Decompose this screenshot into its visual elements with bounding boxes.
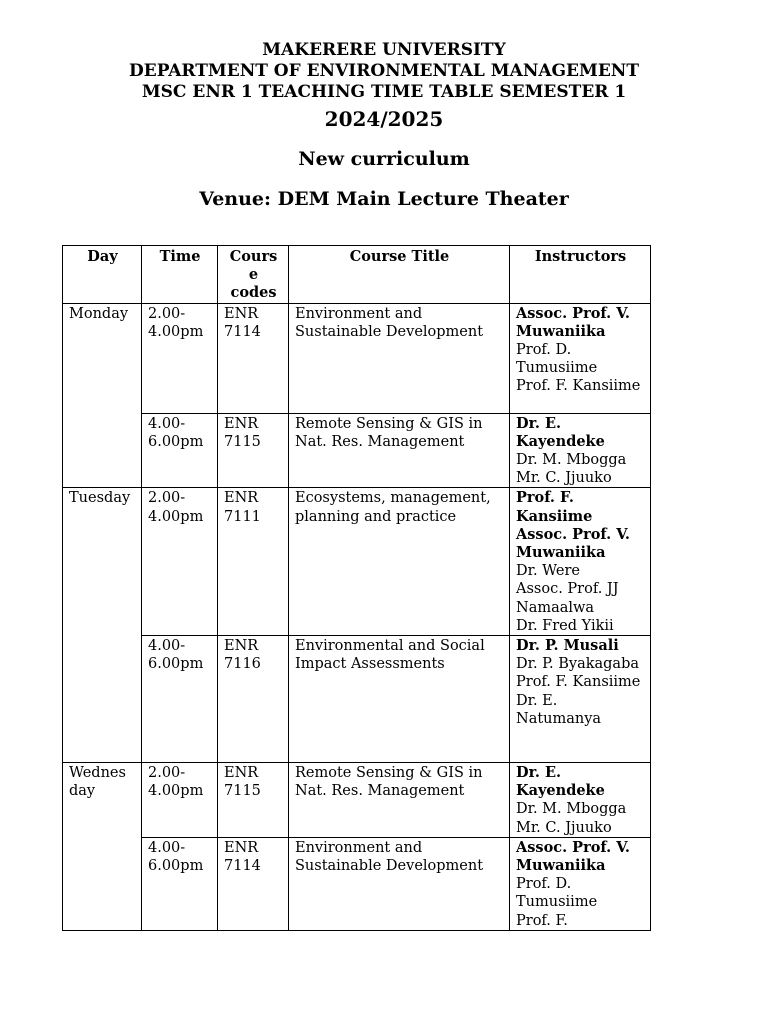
course-title-cell: Environment and Sustainable Development [289, 837, 510, 930]
instructor-name: Prof. D. Tumusiime [516, 876, 598, 911]
table-row [63, 413, 651, 488]
lead-instructor-name: Assoc. Prof. V. Muwaniika [516, 304, 630, 340]
department-name: DEPARTMENT OF ENVIRONMENTAL MANAGEMENT [129, 61, 639, 81]
instructor-name: Dr. Fred Yikii [516, 617, 614, 634]
day-cell: Tuesday [63, 488, 142, 763]
instructors-cell [510, 413, 651, 488]
document-header [0, 40, 768, 211]
instructors-cell [510, 488, 651, 636]
lead-instructor-name: Dr. E. Kayendeke [516, 414, 605, 450]
course-code-cell: ENR 7114 [218, 837, 289, 930]
instructor-name: Prof. F. [516, 912, 568, 929]
time-cell: 2.00-4.00pm [142, 763, 218, 838]
time-cell: 4.00-6.00pm [142, 413, 218, 488]
instructors-cell [510, 636, 651, 763]
course-code-cell: ENR 7111 [218, 488, 289, 636]
course-code-cell: ENR 7115 [218, 763, 289, 838]
timetable-title: MSC ENR 1 TEACHING TIME TABLE SEMESTER 1 [141, 82, 627, 102]
instructors-cell [510, 763, 651, 838]
instructor-name: Mr. C. Jjuuko [516, 819, 612, 836]
instructor-name: Dr. Were [516, 563, 580, 580]
venue-label: Venue: DEM Main Lecture Theater [199, 188, 569, 210]
instructor-name: Dr. E. Natumanya [516, 692, 602, 727]
table-row [63, 303, 651, 413]
academic-year: 2024/2025 [324, 107, 444, 131]
day-cell: Monday [63, 303, 142, 488]
instructors-cell [510, 303, 651, 413]
instructor-name: Prof. F. Kansiime [516, 378, 641, 395]
table-row [63, 488, 651, 636]
header-instructors: Instructors [510, 246, 651, 304]
header-course-title: Course Title [289, 246, 510, 304]
timetable-table [62, 245, 651, 931]
course-title-cell: Remote Sensing & GIS in Nat. Res. Management [289, 413, 510, 488]
table-row [63, 837, 651, 930]
lead-instructor-name: Assoc. Prof. V. Muwaniika [516, 838, 630, 875]
instructor-name: Prof. D. Tumusiime [516, 342, 598, 377]
course-title-cell: Environment and Sustainable Development [289, 303, 510, 413]
lead-instructor-name: Assoc. Prof. V. Muwaniika [516, 525, 630, 562]
course-code-cell: ENR 7115 [218, 413, 289, 488]
course-title-cell: Remote Sensing & GIS in Nat. Res. Management [289, 763, 510, 838]
lead-instructor-name: Dr. P. Musali [516, 637, 619, 655]
instructors-cell [510, 837, 651, 930]
header-course-codes: Cours e codes [218, 246, 289, 304]
instructor-name: Mr. C. Jjuuko [516, 470, 612, 487]
time-cell: 2.00-4.00pm [142, 488, 218, 636]
course-title-cell: Environmental and Social Impact Assessments [289, 636, 510, 763]
course-code-cell: ENR 7114 [218, 303, 289, 413]
lead-instructor-name: Dr. E. Kayendeke [516, 764, 605, 800]
header-time: Time [142, 246, 218, 304]
instructor-name: Dr. M. Mbogga [516, 452, 627, 469]
instructor-name: Assoc. Prof. JJ Namaalwa [516, 581, 619, 616]
table-row [63, 636, 651, 763]
day-cell: Wednes day [63, 763, 142, 931]
course-code-cell: ENR 7116 [218, 636, 289, 763]
course-title-cell: Ecosystems, management, planning and practice [289, 488, 510, 636]
header-day: Day [63, 246, 142, 304]
time-cell: 4.00-6.00pm [142, 636, 218, 763]
instructor-name: Prof. F. Kansiime [516, 674, 641, 691]
lead-instructor-name: Prof. F. Kansiime [516, 489, 593, 525]
time-cell: 2.00-4.00pm [142, 303, 218, 413]
university-name: MAKERERE UNIVERSITY [262, 40, 506, 60]
time-cell: 4.00-6.00pm [142, 837, 218, 930]
instructor-name: Dr. P. Byakagaba [516, 656, 639, 673]
table-row [63, 763, 651, 838]
instructor-name: Dr. M. Mbogga [516, 801, 627, 818]
table-header-row [63, 246, 651, 304]
curriculum-label: New curriculum [298, 148, 470, 170]
